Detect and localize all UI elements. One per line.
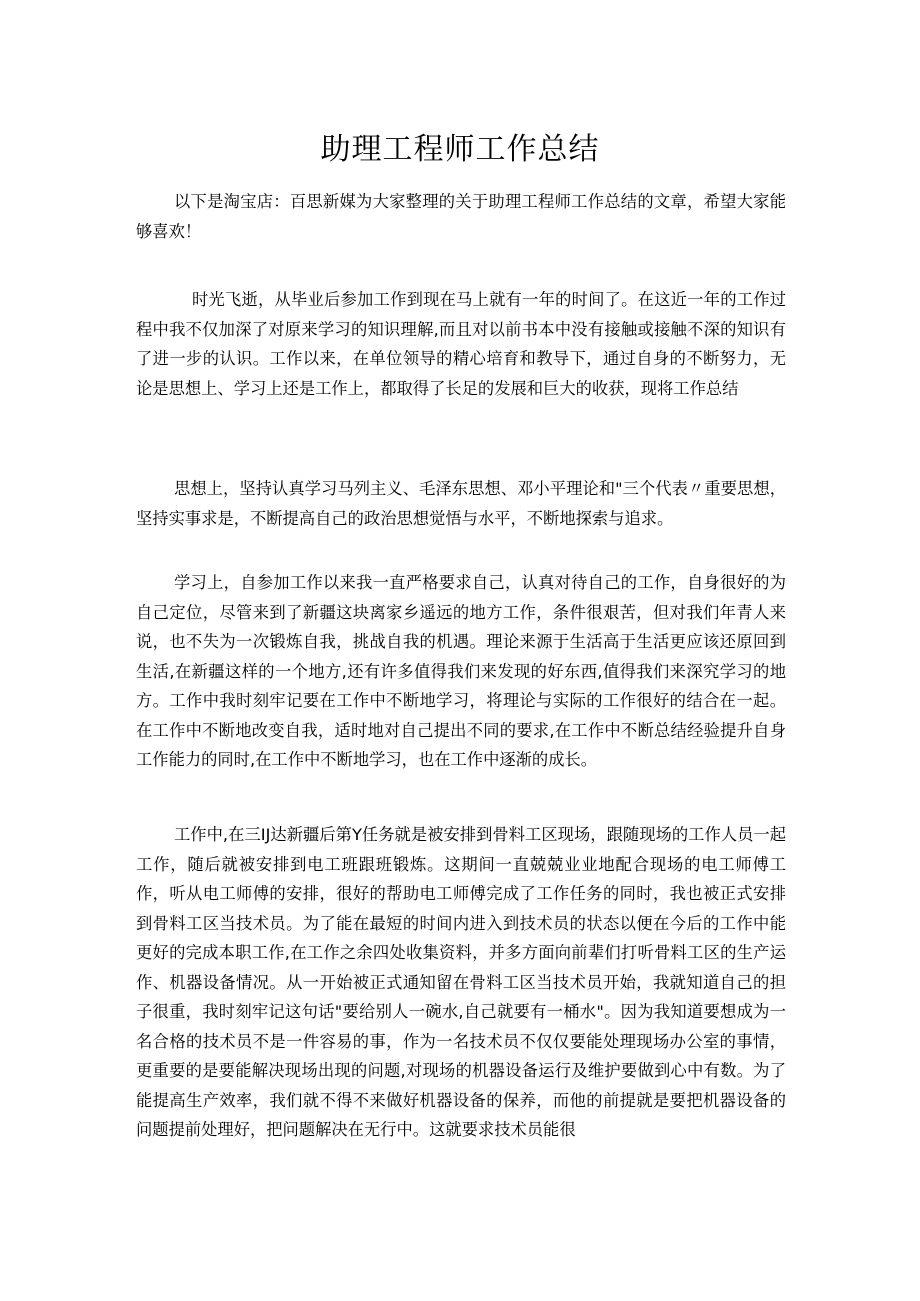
paragraph-work: 工作中,在三IJ达新疆后第Y任务就是被安排到骨料工区现场，跟随现场的工作人员一起工作，随后就被安排到电工班跟班锻炼。这期间一直兢兢业业地配合现场的电工师傅工作，听从电工师傅的安排，很好的帮助电工师傅完成了工作任务的同时，我也被正式安排到骨料工区当技术员。为了能在最短的时间内进入到技术员的状态以便在今后的工作中能更好的完成本职工作,在工作之余四处收集资料，并多方面向前辈们打听骨料工区的生产运作、机器设备情况。从一开始被正式通知留在骨料工区当技术员开始，我就知道自己的担子很重，我时刻牢记这句话"要给别人一碗水,自己就要有一桶水"。因为我知道要想成为一名合格的技术员不是一件容易的事，作为一名技术员不仅仅要能处理现场办公室的事情，更重要的是要能解决现场出现的问题,对现场的机器设备运行及维护要做到心中有数。为了能提高生产效率，我们就不得不来做好机器设备的保养，而他的前提就是要把机器设备的问题提前处理好，把问题解决在无行中。这就要求技术员能很 xyxy=(136,825,786,1139)
intro-paragraph: 以下是淘宝店：百思新媒为大家整理的关于助理工程师工作总结的文章，希望大家能够喜欢！ xyxy=(136,192,786,241)
paragraph-ideology: 思想上，坚持认真学习马列主义、毛泽东思想、邓小平理论和"三个代表〃重要思想，坚持实事求是，不断提高自己的政治思想觉悟与水平，不断地探索与追求。 xyxy=(136,479,786,528)
paragraph-study: 学习上，自参加工作以来我一直严格要求自己，认真对待自己的工作，自身很好的为自己定位，尽管来到了新疆这块离家乡遥远的地方工作，条件很艰苦，但对我们年青人来说，也不失为一次锻炼自我，挑战自我的机遇。理论来源于生活高于生活更应该还原回到生活,在新疆这样的一个地方,还有许多值得我们来发现的好东西,值得我们来深究学习的地方。工作中我时刻牢记要在工作中不断地学习，将理论与实际的工作很好的结合在一起。在工作中不断地改变自我，适时地对自己提出不同的要求,在工作中不断总结经验提升自身工作能力的同时,在工作中不断地学习，也在工作中逐渐的成长。 xyxy=(136,573,786,769)
paragraph-summary-opening: 时光飞逝，从毕业后参加工作到现在马上就有一年的时间了。在这近一年的工作过程中我不仅加深了对原来学习的知识理解,而且对以前书本中没有接触或接触不深的知识有了进一步的认识。工作以来，在单位领导的精心培育和教导下，通过自身的不断努力，无论是思想上、学习上还是工作上，都取得了长足的发展和巨大的收获，现将工作总结 xyxy=(136,290,786,398)
document-title: 助理工程师工作总结 xyxy=(320,132,600,167)
